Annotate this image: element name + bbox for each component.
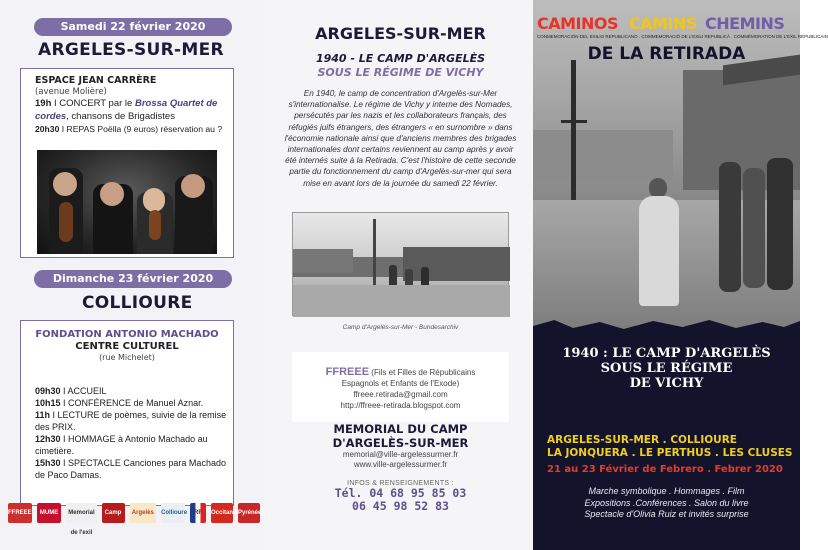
memorial-contact: [292, 422, 509, 470]
right-panel: [533, 0, 828, 550]
middle-subtitle-2: SOUS LE RÉGIME DE VICHY: [317, 66, 484, 79]
republique-logo: RF: [190, 503, 206, 523]
middle-subtitle-1: 1940 - LE CAMP D'ARGELÈS: [315, 52, 486, 65]
ffreee-email[interactable]: ffreee.retirada@gmail.com: [353, 390, 448, 399]
event-activities: Marche symbolique . Hommages . Film Expositions .Conférences . Salon du livre Spectacle d'Olivia Ruiz et invités surprise: [584, 486, 749, 519]
program-item: 09h30 I ACCUEIL: [35, 386, 107, 396]
commemoration-line: CONMEMORACIÓN DEL EXILIO REPUBLICANO . COMMEMORACIÓ DE L'EXILI REPUBLICÀ . COMMÉMORATION DE L'EXIL RÉPUBLICAIN: [537, 34, 828, 39]
camins-word: CAMINS: [629, 14, 697, 33]
infos-block: [292, 480, 509, 513]
event-dates: 21 au 23 Février de Febrero . Febrer 2020: [547, 464, 783, 475]
day1-program-box: [20, 68, 234, 258]
phone-2: 06 45 98 52 83: [352, 499, 449, 513]
history-paragraph: En 1940, le camp de concentration d'Argelès-sur-Mer s'internationalise. Le régime de Vichy y interne des Nomades, persécutés par les nazis et les collaborateurs français, des réfugiés juifs étrangers, des étrangers « en surnombre » dans l'économie nationale ainsi que d'anciens membres des brigades internationales dont certains reviennent au camp après y avoir été internés suite à la Retirada. C'est l'histoire de cette seconde partie du fonctionnement du camp d'Argelès-sur-mer qui sera mise en avant lors de la journée du samedi 22 février.: [284, 89, 517, 188]
right-headline: 1940 : LE CAMP D'ARGELÈS SOUS LE RÉGIME DE VICHY: [562, 346, 771, 391]
middle-panel: [268, 0, 533, 550]
memorial-url[interactable]: www.ville-argelessurmer.fr: [353, 460, 448, 469]
chemins-word: CHEMINS: [705, 14, 785, 33]
caminos-title-banner: [533, 14, 828, 70]
venue2-name: FONDATION ANTONIO MACHADO: [35, 329, 219, 340]
program-item: 12h30 I HOMMAGE à Antonio Machado au cimetière.: [35, 434, 208, 456]
phone-1: Tél. 04 68 95 85 03: [334, 486, 467, 500]
program-item: 10h15 I CONFÉRENCE de Manuel Aznar.: [35, 398, 204, 408]
left-panel: [0, 0, 268, 550]
memorial-logo: Memorial de l'exil: [66, 503, 96, 523]
collioure-logo: Collioure: [161, 503, 185, 523]
venue1-name: ESPACE JEAN CARRÈRE (avenue Molière): [35, 75, 157, 97]
sponsor-logos: [8, 502, 265, 536]
middle-title: ARGELES-SUR-MER: [315, 24, 486, 43]
occitanie-logo: Occitanie: [211, 503, 233, 523]
ffreee-contact-box: [292, 352, 509, 422]
ffreee-url[interactable]: http://ffreee-retirada.blogspot.com: [340, 401, 461, 410]
day2-program-box: [20, 320, 234, 506]
memorial-title-1: MEMORIAL DU CAMP: [333, 422, 468, 436]
ffreee-header: FFREEE (Fils et Filles de Républicains: [325, 366, 476, 378]
mume-logo: MUME: [37, 503, 62, 523]
day1-date-pill: Samedi 22 février 2020: [34, 18, 232, 36]
camp-logo: Camp: [102, 503, 125, 523]
argeles-logo: Argelès: [130, 503, 157, 523]
ffreee-logo: FFREEE: [8, 503, 32, 523]
camp-photo: [292, 212, 509, 316]
memorial-email[interactable]: memorial@ville-argelessurmer.fr: [342, 450, 459, 459]
infos-label: INFOS & RENSEIGNEMENTS :: [347, 480, 454, 487]
venue2-address: (rue Michelet): [99, 353, 155, 362]
program-line-19h: 19h I CONCERT par le Brossa Quartet de: [35, 98, 218, 109]
city1-title: ARGELES-SUR-MER: [38, 40, 224, 60]
retirada-title: DE LA RETIRADA: [587, 44, 746, 64]
program-line-20h30: 20h30 I REPAS Poëlla (9 euros) réservation au ?: [35, 124, 223, 134]
quartet-photo: [37, 150, 217, 254]
memorial-title-2: D'ARGELÈS-SUR-MER: [332, 436, 469, 450]
pyrenees-logo: Pyrénées: [238, 503, 260, 523]
event-places: ARGELES-SUR-MER . COLLIOURE LA JONQUERA . LE PERTHUS . LES CLUSES: [547, 434, 793, 459]
caminos-word: CAMINOS: [537, 14, 619, 33]
program-line-cordes: cordes, chansons de Brigadistes: [35, 111, 175, 122]
program-item: 15h30 I SPECTACLE Canciones para Machado de Paco Damas.: [35, 458, 226, 480]
program-item: 11h I LECTURE de poèmes, suivie de la remise des PRIX.: [35, 410, 227, 432]
city2-title: COLLIOURE: [82, 293, 193, 313]
ffreee-desc: Espagnols et Enfants de l'Exode): [341, 379, 460, 388]
photo-caption: Camp d'Argelès-sur-Mer - Bundesarchiv: [342, 324, 459, 331]
venue2-sub-name: CENTRE CULTUREL: [75, 341, 179, 352]
day2-date-pill: Dimanche 23 février 2020: [34, 270, 232, 288]
